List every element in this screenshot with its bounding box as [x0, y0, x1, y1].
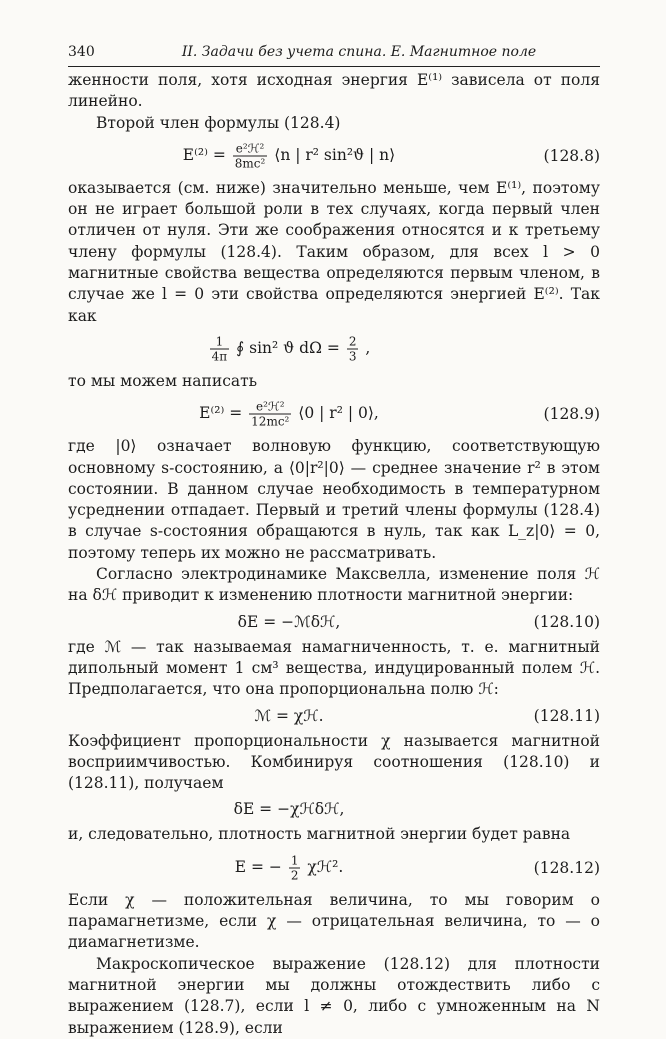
eq-128-10-number: (128.10) — [533, 612, 600, 631]
eq-128-11-body: ℳ = χℋ. — [254, 706, 324, 725]
equation-unnumbered — [68, 794, 600, 824]
result-denominator: 3 — [348, 349, 357, 364]
eq-128-8-rhs: ⟨n | r² sin²ϑ | n⟩ — [274, 145, 396, 164]
eq-128-11-number: (128.11) — [533, 706, 600, 725]
eq-128-12-fraction — [289, 853, 301, 882]
paragraph-5: где |0⟩ означает волновую функцию, соответствующую основному s-состоянию, а ⟨0|r²|0⟩ — среднее значение r² в этом состоянии. В данном случае необходимость в температурном усреднении отпадает. Первый и третий члены формулы (128.4) в случае s-состояния обращаются в нуль, так как L_z|0⟩ = 0, поэтому теперь их можно не рассматривать. — [68, 437, 600, 562]
paragraph-8: Коэффициент пропорциональности χ называется магнитной восприимчивостью. Комбинируя соотношения (128.10) и (128.11), получаем — [68, 731, 600, 793]
prefactor-denominator: 4π — [211, 349, 228, 364]
paragraph-4: то мы можем написать — [68, 371, 258, 390]
paragraph-11: Макроскопическое выражение (128.12) для плотности магнитной энергии мы должны отождествить либо с выражением (128.7), если l ≠ 0, либо с умноженным на N выражением (128.9), если — [68, 954, 600, 1037]
eq-128-12-denominator: 2 — [290, 868, 299, 883]
paragraph-3: оказывается (см. ниже) значительно меньше, чем E⁽¹⁾, поэтому он не играет большой роли в тех случаях, когда первый член отличен от нуля. Эти же соображения относятся и к третьему члену формулы (128.4). Таким образом, для всех l > 0 магнитные свойства вещества определяются первым членом, в случае же l = 0 эти свойства определяются энергией E⁽²⁾. Так как — [68, 178, 600, 325]
paragraph-1: женности поля, хотя исходная энергия E⁽¹⁾ зависела от поля линейно. — [68, 71, 600, 111]
equation-128-11 — [68, 701, 600, 731]
equation-128-9 — [68, 392, 600, 436]
eq-128-12-lhs: E = − — [234, 857, 282, 876]
paragraph-10: Если χ — положительная величина, то мы говорим о парамагнетизме, если χ — отрицательная величина, то — о диамагнетизме. — [68, 890, 600, 952]
integral-result — [347, 334, 359, 363]
eq-128-9-fraction — [249, 400, 291, 429]
paragraph-6: Согласно электродинамике Максвелла, изменение поля ℋ на δℋ приводит к изменению плотности магнитной энергии: — [68, 565, 600, 605]
equation-integral — [68, 327, 600, 371]
page-number: 340 — [68, 44, 95, 60]
equation-128-10 — [68, 607, 600, 637]
running-title: II. Задачи без учета спина. E. Магнитное поле — [181, 44, 537, 60]
eq-128-10-body: δE = −ℳδℋ, — [237, 612, 341, 631]
eq-unnumbered-body: δE = −χℋδℋ, — [233, 800, 345, 819]
eq-128-9-rhs: ⟨0 | r² | 0⟩, — [298, 404, 379, 423]
integral-comma: , — [365, 338, 371, 357]
eq-128-12-rhs: χℋ². — [307, 857, 344, 876]
paragraph-7: где ℳ — так называемая намагниченность, т. е. магнитный дипольный момент 1 см³ вещества, индуцированный полем ℋ. Предполагается, что она пропорциональна полю ℋ: — [68, 637, 600, 699]
equation-128-8 — [68, 134, 600, 178]
prefactor-numerator: 1 — [210, 334, 230, 349]
eq-128-12-numerator: 1 — [290, 853, 299, 868]
integral-expression: ∮ sin² ϑ dΩ = — [236, 338, 340, 357]
eq-128-8-fraction — [233, 141, 268, 170]
eq-128-8-denominator: 8mc² — [234, 156, 266, 171]
eq-128-8-lhs: E⁽²⁾ = — [182, 145, 226, 164]
eq-128-9-lhs: E⁽²⁾ = — [199, 404, 243, 423]
eq-128-9-denominator: 12mc² — [251, 414, 290, 429]
equation-128-12 — [68, 846, 600, 890]
running-header — [68, 44, 600, 67]
eq-128-12-number: (128.12) — [533, 858, 600, 877]
integral-prefactor — [210, 334, 230, 363]
eq-128-9-number: (128.9) — [543, 405, 600, 424]
book-page — [68, 44, 600, 1039]
paragraph-9: и, следовательно, плотность магнитной энергии будет равна — [68, 825, 571, 844]
paragraph-2: Второй член формулы (128.4) — [96, 113, 341, 132]
eq-128-9-numerator: e²ℋ² — [249, 400, 291, 415]
eq-128-8-number: (128.8) — [543, 146, 600, 165]
result-numerator: 2 — [348, 334, 357, 349]
eq-128-8-numerator: e²ℋ² — [233, 141, 268, 156]
